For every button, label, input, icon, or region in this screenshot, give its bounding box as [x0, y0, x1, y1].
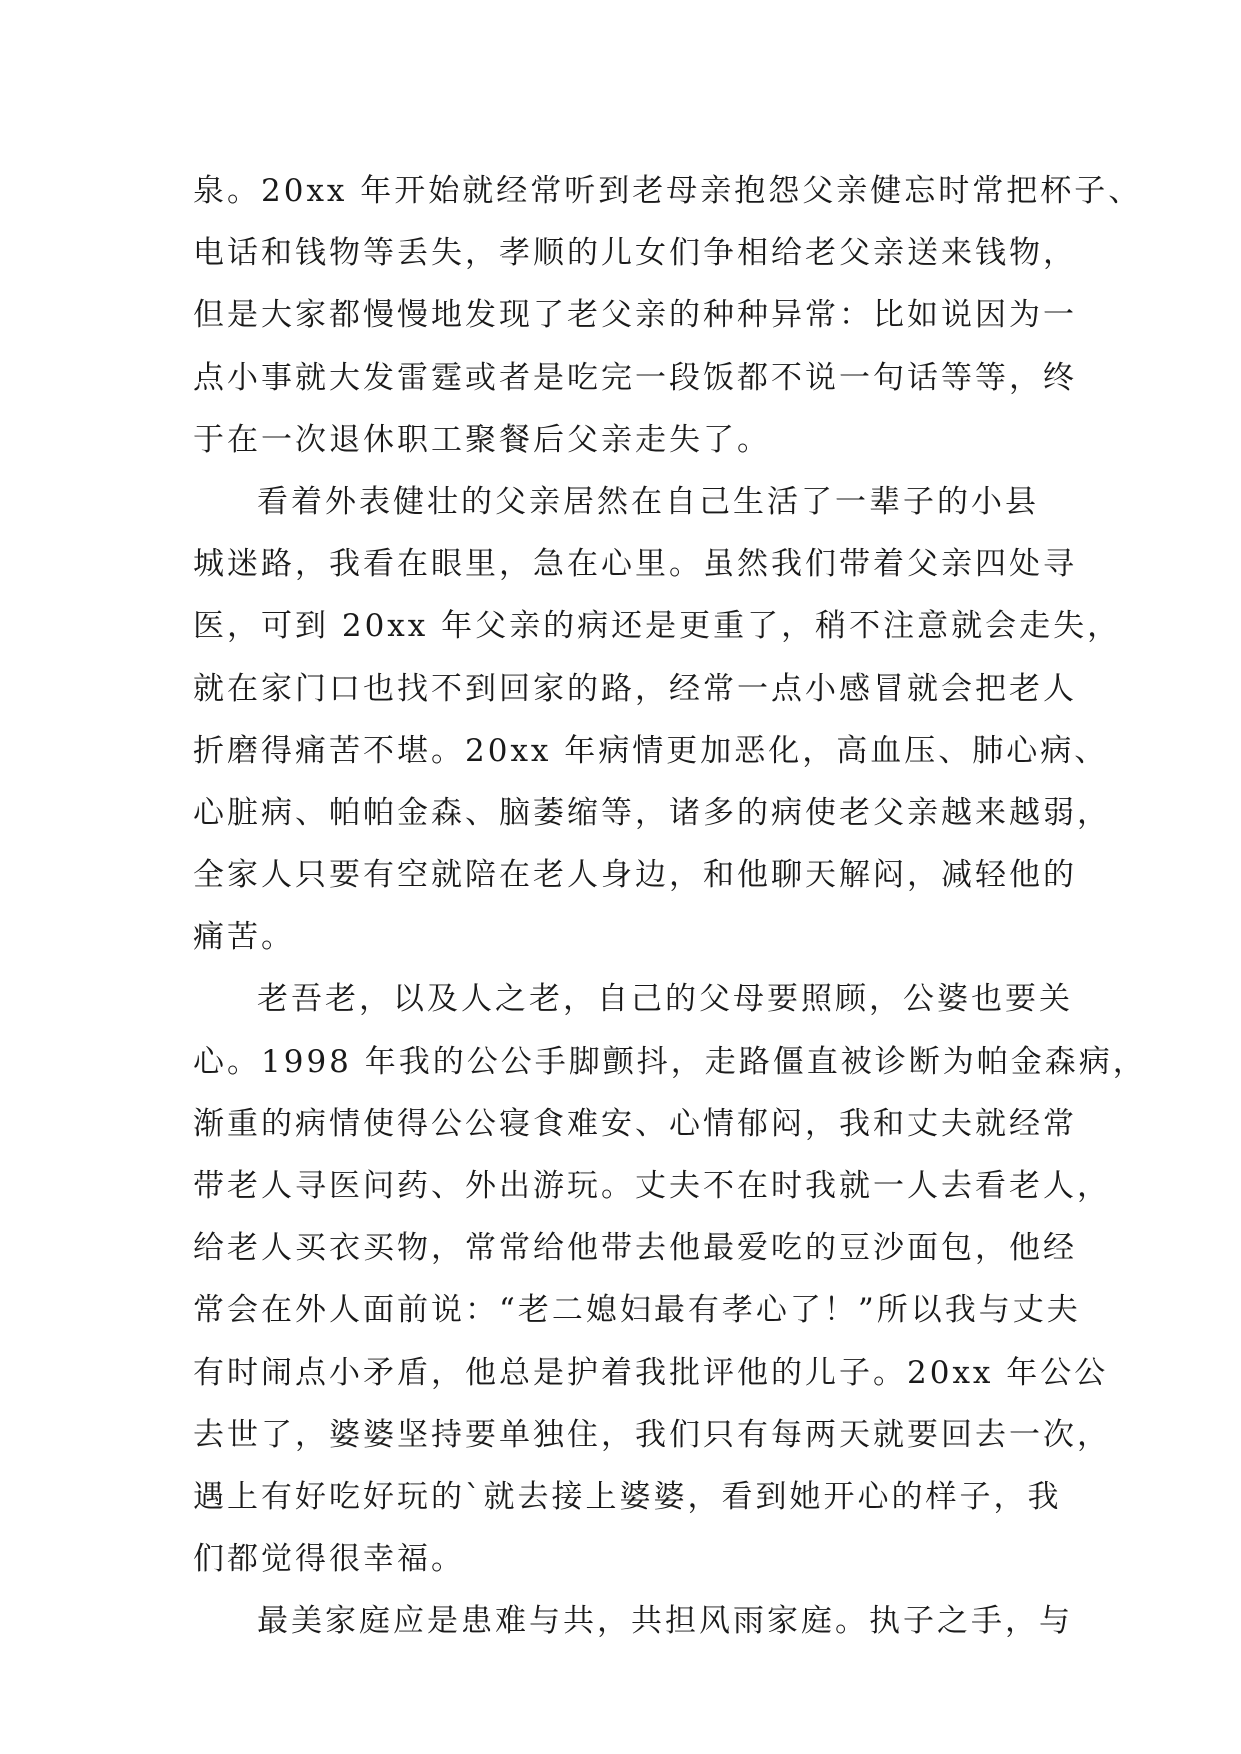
text-line: 城迷路，我看在眼里，急在心里。虽然我们带着父亲四处寻 — [193, 546, 1077, 583]
document-body — [193, 160, 1147, 1653]
text-line: 医，可到 20xx 年父亲的病还是更重了，稍不注意就会走失， — [193, 608, 1122, 645]
text-line: 老吾老，以及人之老，自己的父母要照顾，公婆也要关 — [257, 981, 1073, 1018]
text-line: 点小事就大发雷霆或者是吃完一段饭都不说一句话等等，终 — [193, 359, 1077, 396]
text-line: 最美家庭应是患难与共，共担风雨家庭。执子之手，与 — [257, 1603, 1073, 1640]
text-line: 但是大家都慢慢地发现了老父亲的种种异常：比如说因为一 — [193, 297, 1077, 334]
text-line: 泉。20xx 年开始就经常听到老母亲抱怨父亲健忘时常把杯子、 — [193, 173, 1143, 209]
text-line: 全家人只要有空就陪在老人身边，和他聊天解闷，减轻他的 — [193, 857, 1077, 894]
text-line: 痛苦。 — [193, 919, 295, 956]
text-line: 折磨得痛苦不堪。20xx 年病情更加恶化，高血压、肺心病、 — [193, 732, 1109, 769]
text-line: 渐重的病情使得公公寝食难安、心情郁闷，我和丈夫就经常 — [193, 1105, 1077, 1142]
text-line: 就在家门口也找不到回家的路，经常一点小感冒就会把老人 — [193, 670, 1077, 707]
text-line: 去世了，婆婆坚持要单独住，我们只有每两天就要回去一次， — [193, 1416, 1111, 1453]
text-line: 看着外表健壮的父亲居然在自己生活了一辈子的小县 — [257, 483, 1039, 520]
text-line: 遇上有好吃好玩的`就去接上婆婆，看到她开心的样子，我 — [193, 1478, 1062, 1515]
text-line: 带老人寻医问药、外出游玩。丈夫不在时我就一人去看老人， — [193, 1168, 1111, 1204]
text-line: 给老人买衣买物，常常给他带去他最爱吃的豆沙面包，他经 — [193, 1230, 1077, 1267]
text-line: 电话和钱物等丢失，孝顺的儿女们争相给老父亲送来钱物， — [193, 235, 1077, 272]
text-line: 有时闹点小矛盾，他总是护着我批评他的儿子。20xx 年公公 — [193, 1354, 1109, 1391]
text-line: 心。1998 年我的公公手脚颤抖，走路僵直被诊断为帕金森病， — [193, 1043, 1147, 1080]
text-line: 们都觉得很幸福。 — [193, 1541, 465, 1578]
text-line: 于在一次退休职工聚餐后父亲走失了。 — [193, 421, 771, 458]
text-line: 常会在外人面前说：“老二媳妇最有孝心了！”所以我与丈夫 — [193, 1292, 1081, 1329]
text-line: 心脏病、帕帕金森、脑萎缩等，诸多的病使老父亲越来越弱， — [193, 794, 1111, 831]
